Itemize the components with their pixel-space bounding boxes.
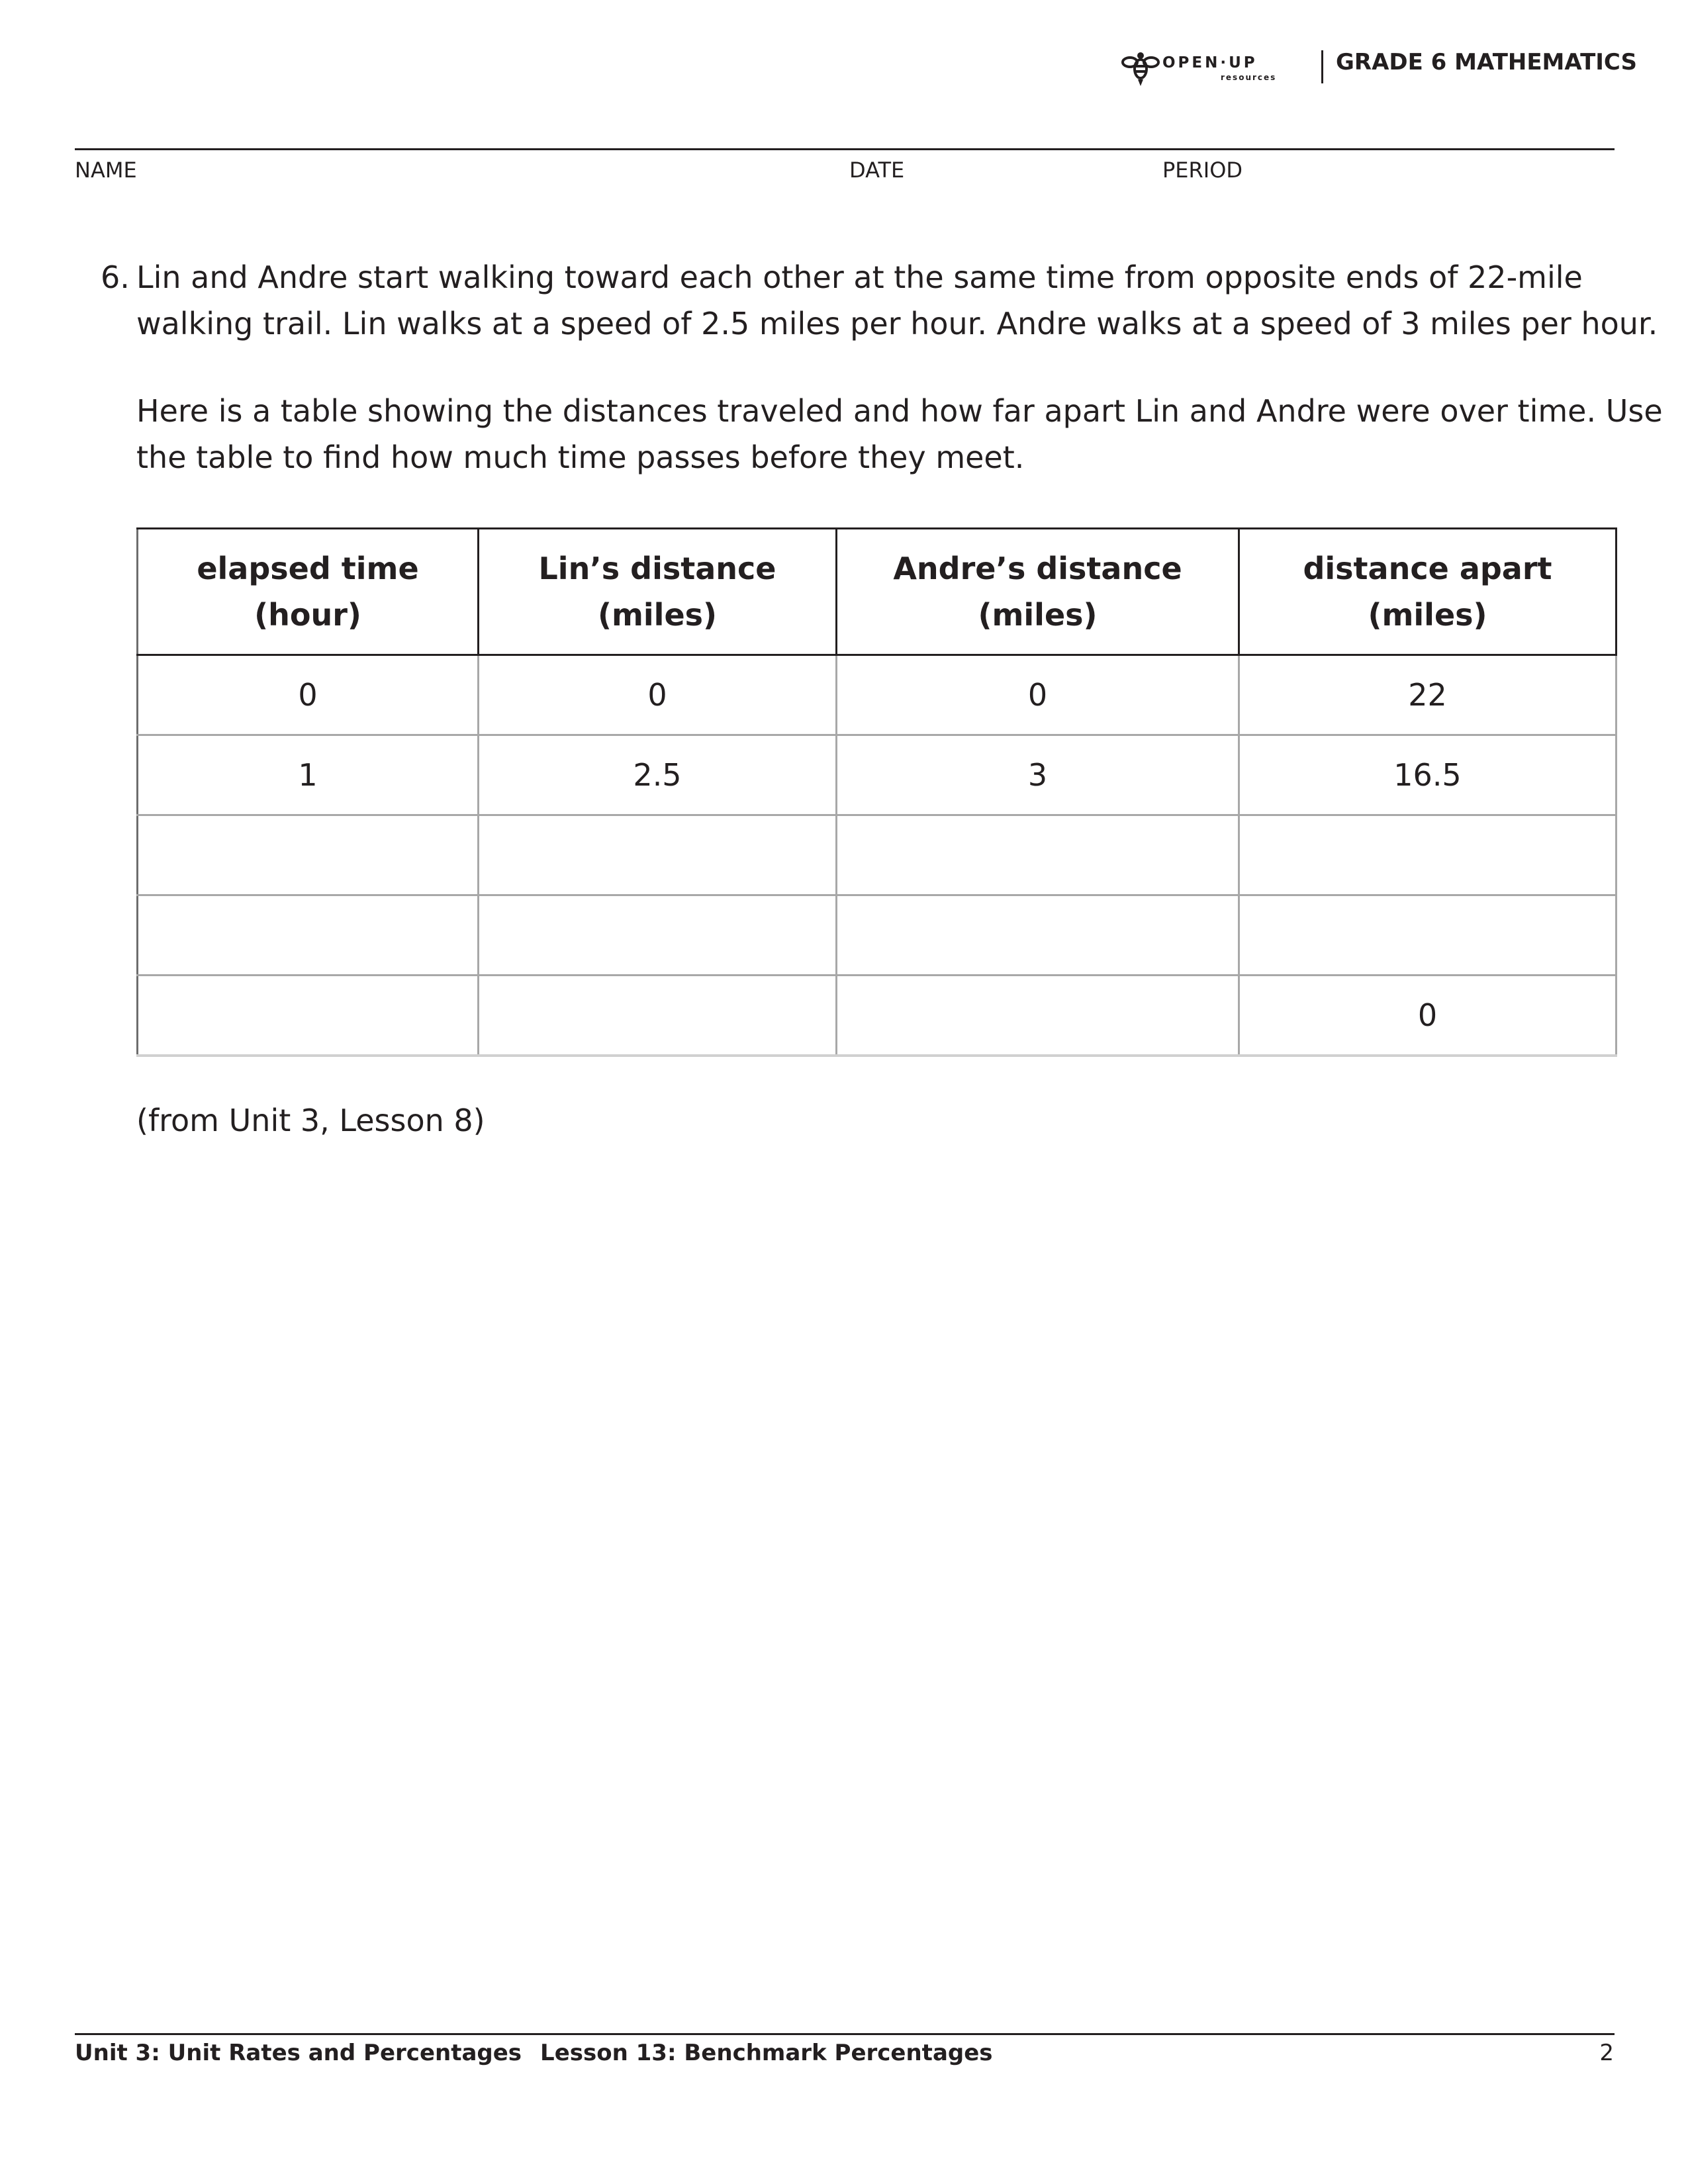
header-text: elapsed time (197, 551, 419, 586)
table-row (138, 655, 1617, 735)
brand-name: OPEN·UP (1162, 54, 1258, 71)
problem-number: 6. (101, 259, 130, 295)
table-cell: 16.5 (1239, 735, 1617, 815)
header-lin-distance (479, 529, 837, 655)
header-text: distance apart (1303, 551, 1552, 586)
header-text: Andre’s distance (893, 551, 1182, 586)
header-elapsed-time (138, 529, 479, 655)
header-divider (1321, 50, 1323, 83)
period-label: PERIOD (1162, 158, 1243, 183)
table-row (138, 735, 1617, 815)
header-distance-apart (1239, 529, 1617, 655)
table-header-row (138, 529, 1617, 655)
table-cell: 1 (138, 735, 479, 815)
problem-statement (136, 254, 1658, 347)
table-row (138, 976, 1617, 1056)
instruction-line-1: Here is a table showing the distances traveled and how far apart Lin and Andre were over time. Use (136, 393, 1663, 429)
distance-table (136, 527, 1617, 1057)
header-unit: (miles) (978, 597, 1098, 633)
header-unit: (miles) (597, 597, 718, 633)
brand-sub: resources (1221, 73, 1277, 82)
open-up-logo (1121, 49, 1293, 89)
table-cell[interactable] (837, 815, 1239, 895)
table-cell[interactable] (479, 895, 837, 976)
table-row (138, 895, 1617, 976)
header-unit: (miles) (1368, 597, 1487, 633)
table-cell[interactable] (138, 976, 479, 1056)
table-cell: 3 (837, 735, 1239, 815)
footer-title (75, 2040, 1011, 2066)
table-row (138, 815, 1617, 895)
table-cell[interactable] (1239, 895, 1617, 976)
table-cell[interactable] (1239, 815, 1617, 895)
footer-unit: Unit 3: Unit Rates and Percentages (75, 2040, 522, 2066)
problem-line-1: Lin and Andre start walking toward each other at the same time from opposite ends of 22-mile (136, 259, 1583, 295)
problem-line-2: walking trail. Lin walks at a speed of 2.5 miles per hour. Andre walks at a speed of 3 miles per hour. (136, 306, 1658, 341)
table-cell[interactable] (138, 895, 479, 976)
table-cell[interactable] (479, 815, 837, 895)
table-cell[interactable] (837, 895, 1239, 976)
header-unit: (hour) (254, 597, 361, 633)
header-andre-distance (837, 529, 1239, 655)
table-cell[interactable] (138, 815, 479, 895)
header-text: Lin’s distance (538, 551, 776, 586)
header-rule (75, 148, 1615, 150)
name-label: NAME (75, 158, 137, 183)
page-number: 2 (1599, 2040, 1614, 2066)
table-cell[interactable] (837, 976, 1239, 1056)
footer-rule (75, 2033, 1615, 2035)
table-cell: 0 (479, 655, 837, 735)
instruction-line-2: the table to find how much time passes before they meet. (136, 439, 1025, 475)
source-note: (from Unit 3, Lesson 8) (136, 1103, 485, 1138)
date-label: DATE (849, 158, 905, 183)
table-cell: 22 (1239, 655, 1617, 735)
problem-instructions (136, 388, 1663, 480)
table-cell[interactable] (479, 976, 837, 1056)
table-cell: 0 (1239, 976, 1617, 1056)
bee-icon (1121, 49, 1160, 89)
table-cell: 0 (837, 655, 1239, 735)
table-cell: 0 (138, 655, 479, 735)
footer-lesson: Lesson 13: Benchmark Percentages (540, 2040, 993, 2066)
table-cell: 2.5 (479, 735, 837, 815)
course-title: GRADE 6 MATHEMATICS (1336, 49, 1637, 75)
